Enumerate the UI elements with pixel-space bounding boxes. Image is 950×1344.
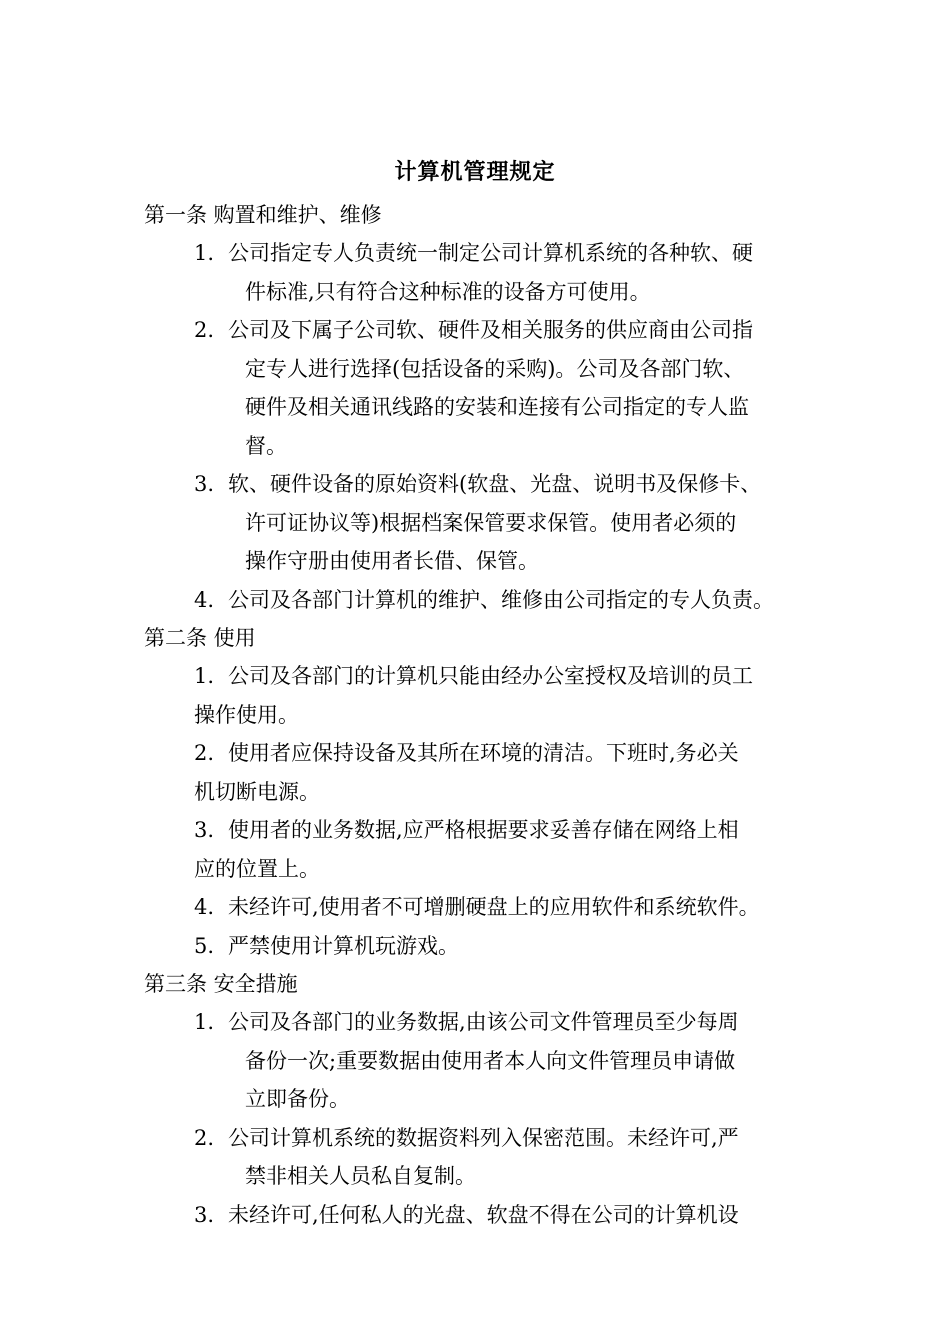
list-item <box>144 1196 834 1235</box>
document-title: 计算机管理规定 <box>394 160 556 185</box>
list-item <box>144 734 834 811</box>
item-first-line <box>144 657 834 696</box>
item-first-line <box>144 811 834 850</box>
list-item <box>144 888 834 927</box>
item-first-line <box>144 1196 834 1235</box>
item-number: 4. <box>194 587 215 612</box>
list-item <box>144 581 834 620</box>
item-text: 公司计算机系统的数据资料列入保密范围。未经许可,严 <box>228 1125 739 1150</box>
item-continuation: 机切断电源。 <box>194 779 320 804</box>
item-continuation: 操作守册由使用者长借、保管。 <box>245 549 539 573</box>
item-number: 2. <box>194 318 215 342</box>
item-continuation: 备份一次;重要数据由使用者本人向文件管理员申请做 <box>245 1048 736 1073</box>
item-continuation: 操作使用。 <box>194 702 299 727</box>
list-item <box>144 465 834 581</box>
item-text: 公司指定专人负责统一制定公司计算机系统的各种软、硬 <box>228 241 753 265</box>
item-number: 2. <box>194 1125 215 1150</box>
item-first-line <box>144 1003 834 1042</box>
item-first-line <box>144 1119 834 1158</box>
item-number: 3. <box>194 818 215 842</box>
item-continuation: 件标准,只有符合这种标准的设备方可使用。 <box>245 279 651 304</box>
item-first-line <box>144 734 834 773</box>
item-first-line <box>144 465 834 504</box>
item-first-line <box>144 311 834 350</box>
item-continuation: 立即备份。 <box>245 1087 350 1111</box>
item-continuation: 定专人进行选择(包括设备的采购)。公司及各部门软、 <box>245 356 745 381</box>
list-item <box>144 234 834 311</box>
item-first-line <box>144 234 834 273</box>
list-item <box>144 657 834 734</box>
item-number: 5. <box>194 933 215 958</box>
item-number: 1. <box>194 241 215 265</box>
item-text: 未经许可,任何私人的光盘、软盘不得在公司的计算机设 <box>228 1202 739 1227</box>
item-text: 严禁使用计算机玩游戏。 <box>228 933 459 958</box>
item-continuation: 禁非相关人员私自复制。 <box>245 1164 476 1188</box>
item-continuation: 许可证协议等)根据档案保管要求保管。使用者必须的 <box>245 510 737 535</box>
section-heading: 第一条 购置和维护、维修 <box>144 203 382 227</box>
item-continuation: 督。 <box>245 433 287 458</box>
list-item <box>144 811 834 888</box>
item-first-line <box>144 888 834 927</box>
item-number: 1. <box>194 1010 215 1034</box>
item-number: 1. <box>194 664 215 688</box>
item-number: 2. <box>194 741 215 765</box>
item-first-line <box>144 927 834 966</box>
item-number: 3. <box>194 472 215 496</box>
list-item <box>144 311 834 465</box>
item-text: 使用者的业务数据,应严格根据要求妥善存储在网络上相 <box>228 818 739 842</box>
item-text: 未经许可,使用者不可增删硬盘上的应用软件和系统软件。 <box>228 895 760 919</box>
list-item <box>144 927 834 966</box>
item-text: 公司及各部门的业务数据,由该公司文件管理员至少每周 <box>228 1010 739 1034</box>
item-text: 公司及各部门的计算机只能由经办公室授权及培训的员工 <box>228 664 753 688</box>
list-item <box>144 1003 834 1119</box>
document-body <box>144 196 834 1234</box>
item-text: 使用者应保持设备及其所在环境的清洁。下班时,务必关 <box>228 741 739 765</box>
list-item <box>144 1119 834 1196</box>
section-heading: 第三条 安全措施 <box>144 972 298 996</box>
item-number: 3. <box>194 1202 215 1227</box>
item-first-line <box>144 581 834 620</box>
section-heading: 第二条 使用 <box>144 626 256 650</box>
item-continuation: 应的位置上。 <box>194 856 320 881</box>
item-text: 公司及各部门计算机的维护、维修由公司指定的专人负责。 <box>228 587 774 612</box>
item-text: 公司及下属子公司软、硬件及相关服务的供应商由公司指 <box>228 318 753 342</box>
item-continuation: 硬件及相关通讯线路的安装和连接有公司指定的专人监 <box>245 395 749 419</box>
item-number: 4. <box>194 895 215 919</box>
item-text: 软、硬件设备的原始资料(软盘、光盘、说明书及保修卡、 <box>228 472 762 496</box>
